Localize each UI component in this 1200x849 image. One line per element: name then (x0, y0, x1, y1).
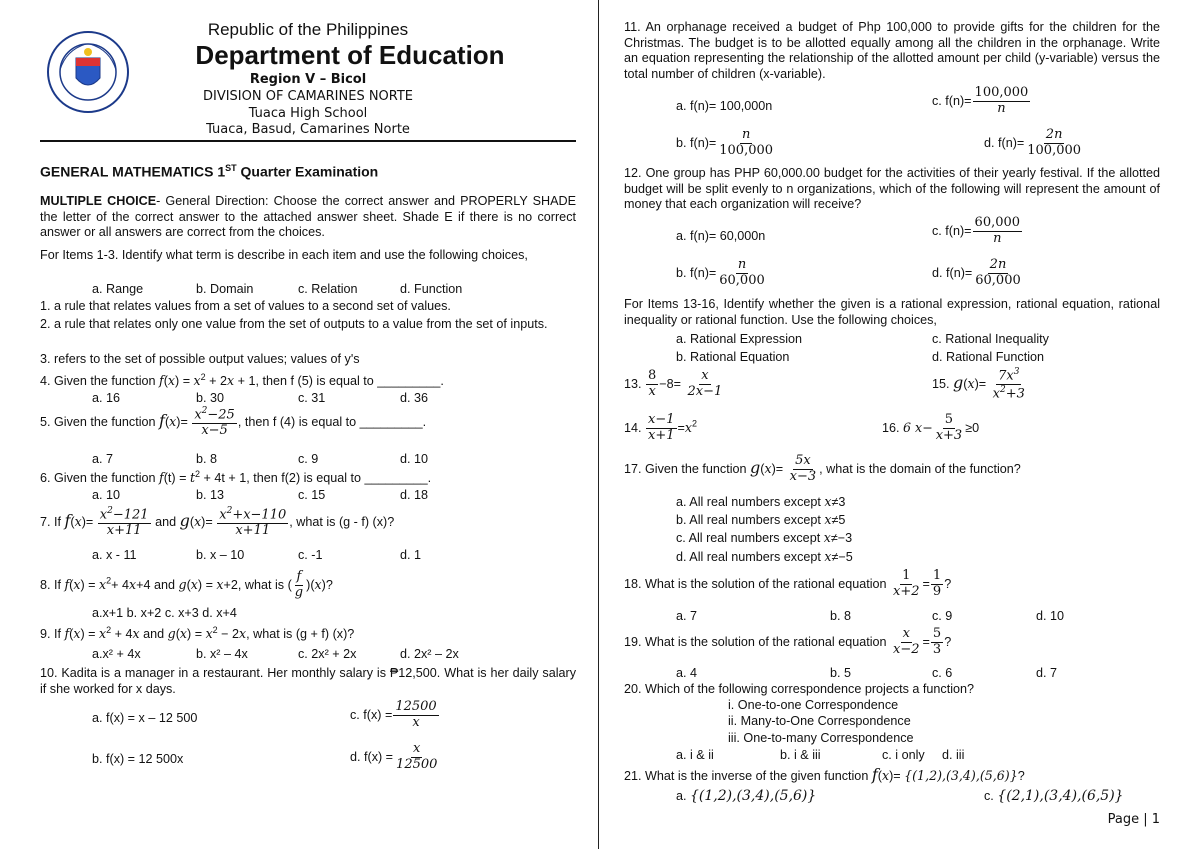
question-18: 18. What is the solution of the rational equation $\frac{1}{x+2}$ = $\frac{1}{9}$ ? (624, 568, 952, 599)
q9-choice-d: d. 2x² – 2x (400, 647, 459, 661)
header-rule (40, 140, 576, 142)
page-number: Page | 1 (1107, 812, 1160, 827)
q12-choice-c: c. f(n)= $\frac{60,000}{n}$ (932, 215, 1021, 246)
school-line: Tuaca High School (248, 106, 368, 121)
q17-choice-d: d. All real numbers except x≠−5 (676, 549, 853, 564)
items-13-16-instructions: For Items 13-16, Identify whether the given is a rational expression, rational equation, rational inequality or rational function. Use the following choices, (624, 297, 1160, 327)
q20-choice-a: a. i & ii (676, 748, 714, 762)
question-10: 10. Kadita is a manager in a restaurant. Her monthly salary is ₱12,500. What is her daily salary if she worked for x days. (40, 666, 576, 696)
q5-choice-b: b. 8 (196, 452, 218, 466)
q12-choice-b: b. f(n)= $\frac{n}{60,000}$ (676, 257, 765, 288)
exam-title: GENERAL MATHEMATICS 1ST Quarter Examination (40, 163, 379, 180)
question-6: 6. Given the function $f(t) = t^2 + 4t + 1$, then f(2) is equal to _________. (40, 469, 432, 486)
q20-item-i: i. One-to-one Correspondence (728, 698, 899, 712)
q11-choice-b: b. f(n)= $\frac{n}{100,000}$ (676, 127, 774, 158)
q5-choice-c: c. 9 (298, 452, 319, 466)
choice-rational-function: d. Rational Function (932, 350, 1045, 364)
choice-function: d. Function (400, 282, 463, 296)
q11-choice-d: d. f(n)= $\frac{2n}{100,000}$ (984, 127, 1082, 158)
q4-choice-d: d. 36 (400, 391, 429, 405)
q11-choice-c: c. f(n)= $\frac{100,000}{n}$ (932, 85, 1029, 116)
choice-rational-expression: a. Rational Expression (676, 332, 803, 346)
q18-choice-a: a. 7 (676, 609, 698, 623)
question-8: 8. If $f(x) = x^2+ 4x+4$ and g(x) = x+2, what is ( $\frac{f}{g}$ )(x)? (40, 569, 333, 600)
directions: MULTIPLE CHOICE- General Direction: Choose the correct answer and PROPERLY SHADE the letter of the correct answer to the attached answer sheet. Shade E if there is no correct answer or all answers are correct from the choices. (40, 194, 576, 240)
q7-choice-b: b. x – 10 (196, 548, 245, 562)
q17-choice-a: a. All real numbers except x≠3 (676, 494, 846, 509)
question-14: 14. $\frac{x-1}{x+1}$ $=x^2$ (624, 412, 697, 443)
letterhead (40, 12, 576, 144)
choice-range: a. Range (92, 282, 144, 296)
q20-choice-c: c. i only (882, 748, 925, 762)
choice-relation: c. Relation (298, 282, 358, 296)
q19-choice-c: c. 6 (932, 666, 953, 680)
q17-choice-b: b. All real numbers except x≠5 (676, 512, 846, 527)
q10-choice-b: b. f(x) = 12 500x (92, 752, 184, 766)
q6-choice-a: a. 10 (92, 488, 121, 502)
republic-line: Republic of the Philippines (207, 20, 409, 39)
department-title: Department of Education (195, 40, 505, 70)
q8-choices: a.x+1 b. x+2 c. x+3 d. x+4 (92, 606, 237, 620)
question-3: 3. refers to the set of possible output values; values of y's (40, 352, 360, 366)
question-17: 17. Given the function g(x)= $\frac{5x}{x-3}$ , what is the domain of the function? (624, 453, 1021, 484)
question-9: 9. If $f(x) = x^2 + 4x$ and $g(x) = x^2 - 2x$, what is (g + f) (x)? (40, 625, 355, 642)
question-13: 13. $\frac{8}{x}$ −8= $\frac{x}{2x-1}$ (624, 368, 723, 399)
choice-domain: b. Domain (196, 282, 254, 296)
q20-choice-b: b. i & iii (780, 748, 821, 762)
q10-choice-c: c. f(x) = $\frac{12500}{x}$ (350, 699, 437, 730)
q7-choice-c: c. -1 (298, 548, 323, 562)
q9-choice-a: a.x² + 4x (92, 647, 141, 661)
q7-choice-d: d. 1 (400, 548, 422, 562)
question-5: 5. Given the function f(x)= $\frac{x^2-25}{x-5}$ , then f (4) is equal to _________. (40, 406, 427, 439)
q21-choice-c: c. {(2,1),(3,4),(6,5)} (984, 788, 1124, 804)
question-2: 2. a rule that relates only one value from the set of outputs to a value from the set of inputs. (40, 317, 548, 331)
q20-item-ii: ii. Many-to-One Correspondence (728, 714, 911, 728)
q12-choice-d: d. f(n)= $\frac{2n}{60,000}$ (932, 257, 1021, 288)
q18-choice-b: b. 8 (830, 609, 852, 623)
q9-choice-b: b. x² – 4x (196, 647, 248, 661)
q4-choice-b: b. 30 (196, 391, 225, 405)
q19-choice-a: a. 4 (676, 666, 698, 680)
q19-choice-d: d. 7 (1036, 666, 1058, 680)
q18-choice-d: d. 10 (1036, 609, 1065, 623)
region-line: Region V – Bicol (249, 72, 367, 87)
question-7: 7. If f(x)= $\frac{x^2-121}{x+11}$ and g(x)= $\frac{x^2+x-110}{x+11}$ , what is (g - f) (x)? (40, 506, 395, 539)
q5-choice-a: a. 7 (92, 452, 114, 466)
q5-choice-d: d. 10 (400, 452, 429, 466)
q12-choice-a: a. f(n)= 60,000n (676, 229, 766, 243)
q6-choice-b: b. 13 (196, 488, 225, 502)
q7-choice-a: a. x - 11 (92, 548, 137, 562)
q6-choice-c: c. 15 (298, 488, 326, 502)
column-divider (598, 0, 599, 849)
question-11: 11. An orphanage received a budget of Php 100,000 to provide gifts for the children for the Christmas. The budget is to be allotted equally among all the children in the orphanage. Write an equation representing the relationship of the allotted amount per child (y-variable) versus the total number of children (x-variable). (624, 20, 1160, 82)
question-19: 19. What is the solution of the rational equation $\frac{x}{x-2}$ = $\frac{5}{3}$ ? (624, 626, 952, 657)
question-12: 12. One group has PHP 60,000.00 budget for the activities of their yearly festival. If the allotted budget will be split evenly to n organizations, which of the following will represent the amount of money that each organization will receive? (624, 166, 1160, 212)
q11-choice-a: a. f(n)= 100,000n (676, 99, 773, 113)
items-1-3-instructions: For Items 1-3. Identify what term is describe in each item and use the following choices, (40, 248, 528, 262)
question-1: 1. a rule that relates values from a set of values to a second set of values. (40, 299, 451, 313)
q19-choice-b: b. 5 (830, 666, 852, 680)
division-line: DIVISION OF CAMARINES NORTE (202, 89, 414, 104)
q4-choice-c: c. 31 (298, 391, 326, 405)
question-15: 15. g(x)= $\frac{7x^3}{x^2+3}$ (932, 367, 1025, 402)
q18-choice-c: c. 9 (932, 609, 953, 623)
q21-choice-a: a. {(1,2),(3,4),(5,6)} (676, 788, 817, 804)
question-4: 4. Given the function $f(x) = x^2 + 2x + 1$, then f (5) is equal to _________. (40, 372, 444, 389)
q20-item-iii: iii. One-to-many Correspondence (728, 731, 914, 745)
question-21: 21. What is the inverse of the given function f(x)= {(1,2),(3,4),(5,6)}? (624, 765, 1025, 784)
q20-choice-d: d. iii (942, 748, 965, 762)
q6-choice-d: d. 18 (400, 488, 429, 502)
q17-choice-c: c. All real numbers except x≠−3 (676, 530, 853, 545)
question-20: 20. Which of the following correspondence projects a function? (624, 682, 975, 696)
q10-choice-a: a. f(x) = x – 12 500 (92, 711, 198, 725)
q10-choice-d: d. f(x) = $\frac{x}{12500}$ (350, 741, 438, 772)
question-16: 16. 6 x− $\frac{5}{x+3}$ ≥0 (882, 412, 980, 443)
address-line: Tuaca, Basud, Camarines Norte (206, 122, 410, 137)
q9-choice-c: c. 2x² + 2x (298, 647, 357, 661)
choice-rational-inequality: c. Rational Inequality (932, 332, 1049, 346)
q4-choice-a: a. 16 (92, 391, 121, 405)
choice-rational-equation: b. Rational Equation (676, 350, 790, 364)
